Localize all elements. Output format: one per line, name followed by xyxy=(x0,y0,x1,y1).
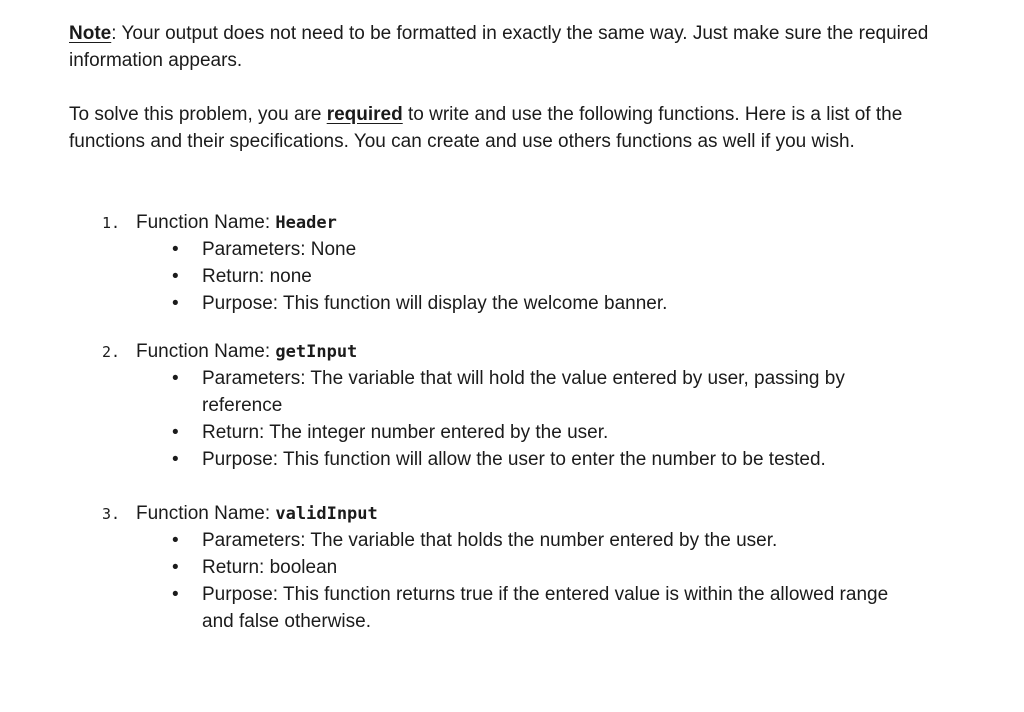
function-number: 2. xyxy=(102,343,121,361)
intro-text-before: To solve this problem, you are xyxy=(69,104,327,125)
function-name-label: Function Name: xyxy=(136,341,276,362)
function-parameters: • Parameters: None xyxy=(102,236,892,263)
function-heading xyxy=(102,500,982,527)
intro-emphasis: required xyxy=(326,104,403,125)
function-name: Header xyxy=(275,213,337,233)
function-item-validinput xyxy=(102,500,982,635)
intro-text-after: to write and use the following functions. Here is a list of the functions and their specifications. You can create and use others functions as well if you wish. xyxy=(69,104,903,152)
function-name-label: Function Name: xyxy=(136,503,276,524)
function-item-header xyxy=(102,209,982,317)
function-purpose: • Purpose: This function will display the welcome banner. xyxy=(102,290,892,317)
note-label: Note xyxy=(69,23,112,44)
function-number: 1. xyxy=(102,214,121,232)
function-purpose: • Purpose: This function returns true if the entered value is within the allowed range and false otherwise. xyxy=(102,581,892,635)
function-return: • Return: none xyxy=(102,263,892,290)
function-heading xyxy=(102,338,982,365)
note-text: : Your output does not need to be formatted in exactly the same way. Just make sure the required information appears. xyxy=(69,23,929,71)
function-return: • Return: boolean xyxy=(102,554,892,581)
function-heading xyxy=(102,209,982,236)
note-paragraph xyxy=(69,20,949,74)
function-number: 3. xyxy=(102,505,121,523)
function-parameters: • Parameters: The variable that holds the number entered by the user. xyxy=(102,527,892,554)
function-name: getInput xyxy=(275,342,358,362)
intro-paragraph xyxy=(69,101,949,155)
function-spec-list xyxy=(102,365,982,473)
function-parameters: • Parameters: The variable that will hold the value entered by user, passing by reference xyxy=(102,365,892,419)
function-name-label: Function Name: xyxy=(136,212,276,233)
function-item-getinput xyxy=(102,338,982,473)
function-name: validInput xyxy=(275,504,378,524)
function-spec-list xyxy=(102,236,982,317)
function-spec-list xyxy=(102,527,982,635)
function-purpose: • Purpose: This function will allow the user to enter the number to be tested. xyxy=(102,446,892,473)
function-return: • Return: The integer number entered by the user. xyxy=(102,419,892,446)
